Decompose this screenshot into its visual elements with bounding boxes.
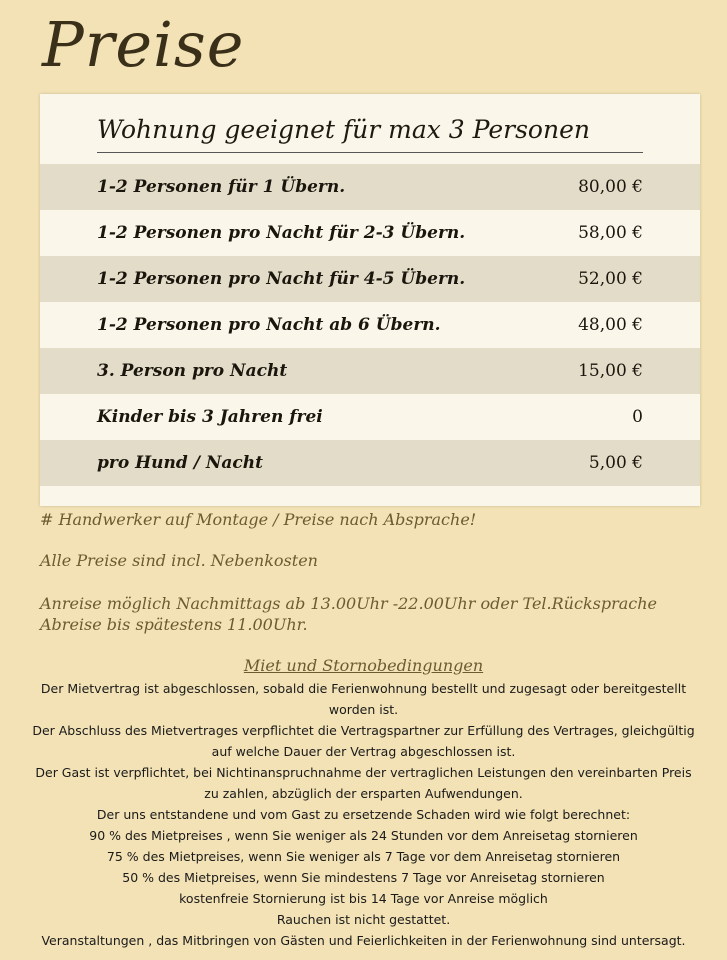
terms-line: Veranstaltungen , das Mitbringen von Gästen und Feierlichkeiten in der Ferienwohnung sind untersagt. bbox=[41, 933, 686, 948]
price-row-label: 1-2 Personen pro Nacht für 4-5 Übern. bbox=[97, 269, 466, 289]
terms-line: Der Mietvertrag ist abgeschlossen, sobald die Ferienwohnung bestellt und zugesagt oder bereitgestellt worden ist. bbox=[40, 681, 687, 717]
terms-line: Der Abschluss des Mietvertrages verpflichtet die Vertragspartner zur Erfüllung des Vertrages, gleichgültig auf welche Dauer der Vertrag abgeschlossen ist. bbox=[32, 723, 695, 759]
price-row bbox=[40, 348, 700, 394]
terms-line: 50 % des Mietpreises, wenn Sie mindestens 7 Tage vor Anreisetag stornieren bbox=[122, 870, 605, 885]
page-title: Preise bbox=[42, 8, 245, 81]
price-row-value: 80,00 € bbox=[578, 177, 643, 197]
price-row bbox=[40, 394, 700, 440]
terms-title: Miet und Stornobedingungen bbox=[243, 656, 484, 675]
terms-text bbox=[28, 678, 699, 951]
price-row bbox=[40, 210, 700, 256]
price-row bbox=[40, 302, 700, 348]
price-row-label: 1-2 Personen pro Nacht ab 6 Übern. bbox=[97, 315, 441, 335]
terms-line: kostenfreie Stornierung ist bis 14 Tage vor Anreise möglich bbox=[179, 891, 548, 906]
price-row-value: 5,00 € bbox=[588, 453, 643, 473]
terms-line: Der Gast ist verpflichtet, bei Nichtinanspruchnahme der vertraglichen Leistungen den vereinbarten Preis zu zahlen, abzüglich der ersparten Aufwendungen. bbox=[35, 765, 692, 801]
price-row bbox=[40, 440, 700, 486]
price-row-label: 3. Person pro Nacht bbox=[97, 361, 288, 381]
price-row bbox=[40, 164, 700, 210]
price-row-label: pro Hund / Nacht bbox=[97, 453, 263, 473]
terms-line: Der uns entstandene und vom Gast zu ersetzende Schaden wird wie folgt berechnet: bbox=[96, 807, 631, 822]
price-row-label: 1-2 Personen für 1 Übern. bbox=[97, 177, 346, 197]
card-heading: Wohnung geeignet für max 3 Personen bbox=[97, 110, 643, 153]
price-row-value: 52,00 € bbox=[578, 269, 643, 289]
terms-line: 75 % des Mietpreises, wenn Sie weniger als 7 Tage vor dem Anreisetag stornieren bbox=[106, 849, 621, 864]
terms-line: Rauchen ist nicht gestattet. bbox=[276, 912, 451, 927]
arrival-note: Anreise möglich Nachmittags ab 13.00Uhr -22.00Uhr oder Tel.Rücksprache bbox=[40, 594, 658, 613]
price-row-value: 0 bbox=[632, 407, 643, 427]
price-row-value: 58,00 € bbox=[578, 223, 643, 243]
price-row-label: Kinder bis 3 Jahren frei bbox=[97, 407, 323, 427]
incl-note: Alle Preise sind incl. Nebenkosten bbox=[40, 551, 318, 570]
price-row bbox=[40, 256, 700, 302]
terms-line: 90 % des Mietpreises , wenn Sie weniger als 24 Stunden vor dem Anreisetag stornieren bbox=[89, 828, 638, 843]
craftsmen-note: # Handwerker auf Montage / Preise nach Absprache! bbox=[40, 510, 477, 529]
departure-note: Abreise bis spätestens 11.00Uhr. bbox=[40, 615, 308, 634]
price-row-label: 1-2 Personen pro Nacht für 2-3 Übern. bbox=[97, 223, 466, 243]
price-row-value: 15,00 € bbox=[578, 361, 643, 381]
price-row-value: 48,00 € bbox=[578, 315, 643, 335]
price-card bbox=[40, 94, 700, 506]
